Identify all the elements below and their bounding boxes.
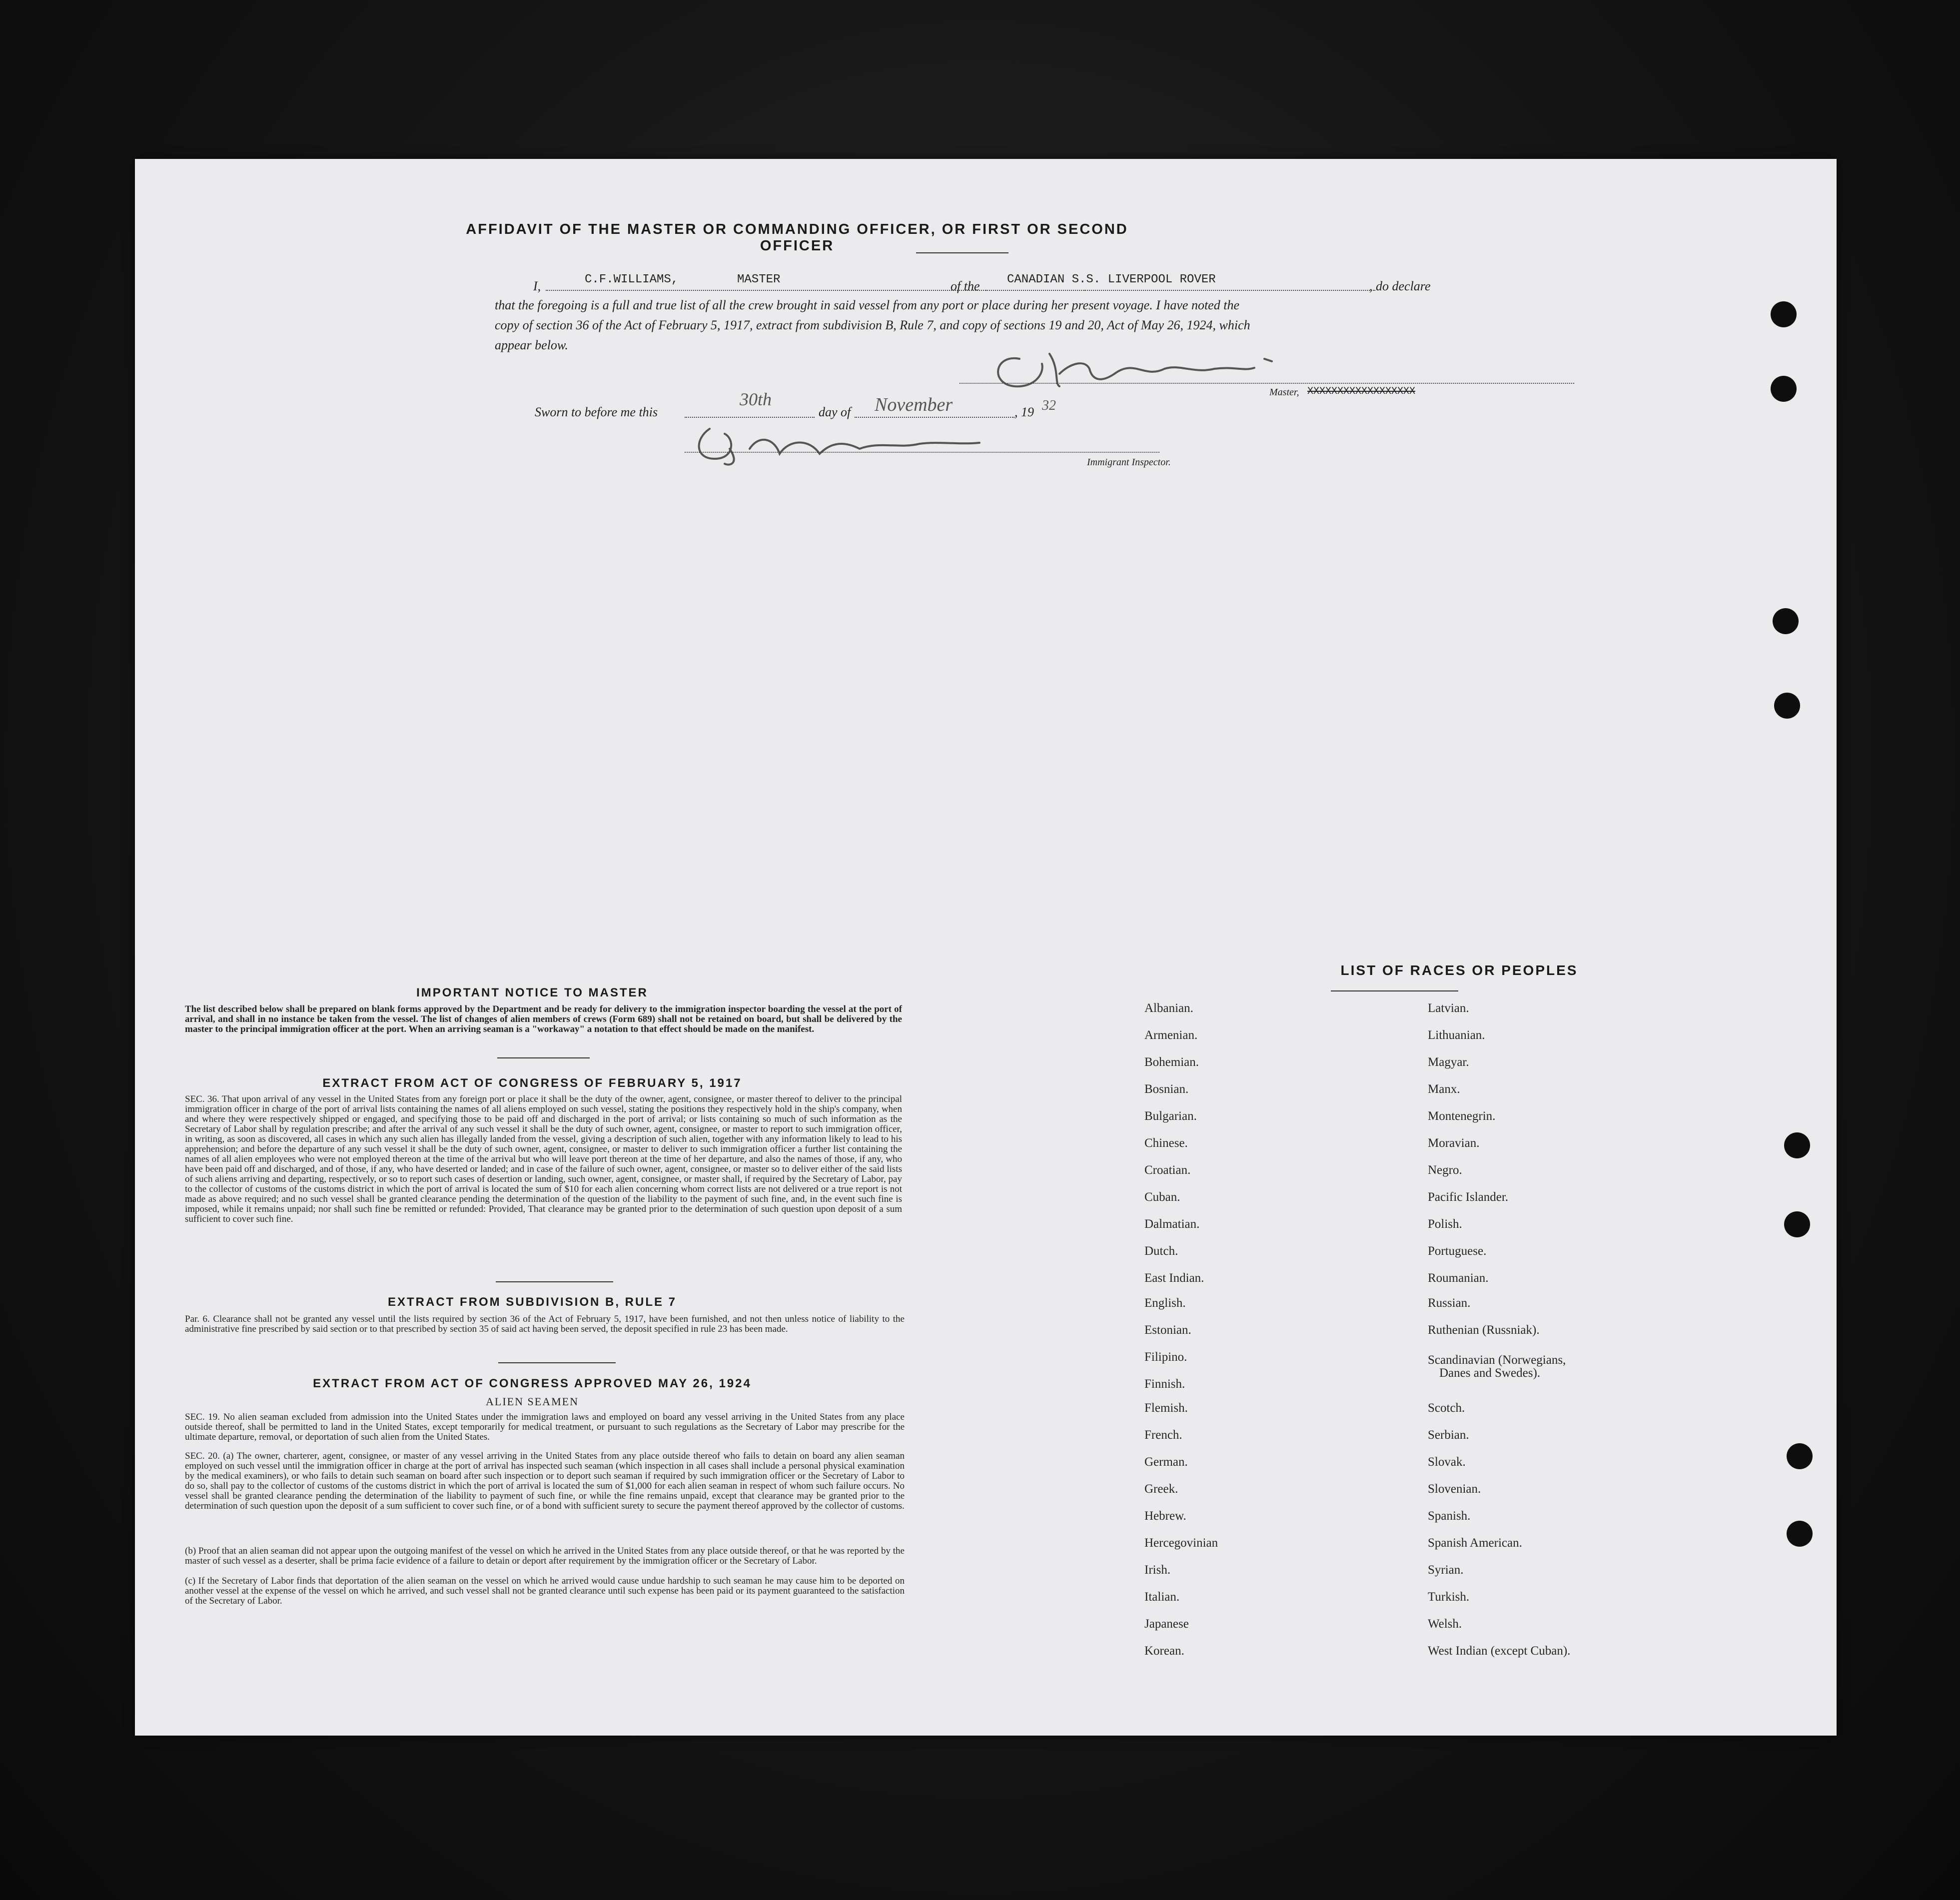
race-item: Slovak. — [1428, 1455, 1466, 1469]
race-item: Italian. — [1144, 1590, 1180, 1604]
punch-hole — [1771, 301, 1797, 327]
of-the-label: of the — [951, 279, 980, 293]
race-item: Albanian. — [1144, 1001, 1193, 1015]
race-item: Croatian. — [1144, 1163, 1191, 1177]
master-struck-title: XXXXXXXXXXXXXXXXXX — [1307, 386, 1416, 397]
race-item: Hebrew. — [1144, 1509, 1186, 1523]
divider — [497, 1057, 590, 1058]
sec20b-text: (b) Proof that an alien seaman did not appear upon the outgoing manifest of the vessel on which he arrived in the United States from any place outside thereof, or that he was reported by the master of such vessel as a deserter, shall be prima facie evidence of a failure to detain or deport after requirement by the immigration officer or the Secretary of Labor. — [185, 1546, 905, 1566]
race-item: English. — [1144, 1296, 1186, 1310]
race-item: Dutch. — [1144, 1244, 1178, 1258]
race-item: Armenian. — [1144, 1028, 1198, 1042]
race-item: Cuban. — [1144, 1190, 1180, 1204]
sworn-label: Sworn to before me this — [535, 405, 658, 419]
race-item: Korean. — [1144, 1644, 1184, 1658]
race-item: West Indian (except Cuban). — [1428, 1644, 1571, 1658]
race-item: Latvian. — [1428, 1001, 1469, 1015]
alien-seamen-subtitle: ALIEN SEAMEN — [486, 1395, 579, 1408]
race-item: Ruthenian (Russniak). — [1428, 1323, 1540, 1337]
master-signature-line — [960, 383, 1574, 384]
affidavit-body-line-1: that the foregoing is a full and true list of all the crew brought in said vessel from any port or place during her present voyage. I have noted the — [495, 298, 1239, 312]
race-item: Manx. — [1428, 1082, 1460, 1096]
race-item: Moravian. — [1428, 1136, 1480, 1150]
race-item: Dalmatian. — [1144, 1217, 1200, 1231]
day-handwritten: 30th — [740, 389, 772, 409]
race-item: Flemish. — [1144, 1401, 1188, 1415]
punch-hole — [1787, 1443, 1813, 1469]
divider — [496, 1281, 613, 1282]
race-item: Irish. — [1144, 1563, 1171, 1577]
punch-hole — [1771, 376, 1797, 402]
inspector-signature — [680, 419, 989, 469]
race-item: Pacific Islander. — [1428, 1190, 1509, 1204]
affidavit-body-line-3: appear below. — [495, 338, 568, 352]
inspector-label: Immigrant Inspector. — [1087, 457, 1171, 468]
race-item: Portuguese. — [1428, 1244, 1487, 1258]
punch-hole — [1784, 1132, 1810, 1158]
month-handwritten: November — [875, 394, 953, 415]
race-item: Russian. — [1428, 1296, 1471, 1310]
punch-hole — [1787, 1521, 1813, 1547]
race-item: East Indian. — [1144, 1271, 1204, 1285]
race-item: German. — [1144, 1455, 1188, 1469]
race-item: Filipino. — [1144, 1350, 1187, 1364]
master-signature — [984, 339, 1334, 394]
race-item: Spanish American. — [1428, 1536, 1522, 1550]
sec20a-text: SEC. 20. (a) The owner, charterer, agent, consignee, or master of any vessel arriving in the United States from any place outside thereof who fails to detain on board any alien seaman employed on such vessel until the immigration officer in charge at the port of arrival has inspected such seaman (which inspection in all cases shall include a personal physical examination by the medical examiners), or who fails to detain such seaman on board after such inspection or to deport such seaman if required by such immigration officer or the Secretary of Labor to do so, shall pay to the collector of customs of the customs district in which the port of arrival is located the sum of $1,000 for each alien seaman in respect of whom such failure occurs. No vessel shall be granted clearance pending the determination of the liability to payment of such fine, or while the fine remains unpaid, except that clearance may be granted prior to the determination of such question upon the deposit of a sum sufficient to cover such fine, or of a bond with sufficient surety to secure the payment thereof approved by the collector of customs. — [185, 1451, 905, 1511]
race-item: Serbian. — [1428, 1428, 1469, 1442]
sec19-text: SEC. 19. No alien seaman excluded from admission into the United States under the immigration laws and employed on board any vessel arriving in the United States from any place outside thereof, shall be permitted to land in the United States, except temporarily for medical treatment, or pursuant to such regulations as the Secretary of Labor may prescribe for the ultimate departure, removal, or deportation of such alien from the United States. — [185, 1412, 905, 1442]
race-item: Hercegovinian — [1144, 1536, 1218, 1550]
year-prefix: , 19 — [1014, 405, 1034, 419]
notice-title: IMPORTANT NOTICE TO MASTER — [416, 986, 648, 999]
affidavit-title: AFFIDAVIT OF THE MASTER OR COMMANDING OFFICER, OR FIRST OR SECOND OFFICER — [466, 221, 1128, 254]
year-handwritten: 32 — [1042, 398, 1056, 413]
race-item: Bulgarian. — [1144, 1109, 1197, 1123]
punch-hole — [1774, 693, 1800, 719]
rank-field: MASTER — [737, 273, 781, 286]
notice-text: The list described below shall be prepared on blank forms approved by the Department and be ready for delivery to the immigration inspector boarding the vessel at the port of arrival, and shall in no instance be taken from the vessel. The list of changes of alien members of crews (Form 689) shall not be retained on board, but shall be delivered by the master to the principal immigration officer at the port. When an arriving seaman is a "workaway" a notation to that effect should be made on the manifest. — [185, 1004, 902, 1034]
subdivision-title: EXTRACT FROM SUBDIVISION B, RULE 7 — [387, 1295, 677, 1309]
race-item: Syrian. — [1428, 1563, 1464, 1577]
extract-1917-title: EXTRACT FROM ACT OF CONGRESS OF FEBRUARY 5, 1917 — [322, 1076, 742, 1090]
race-item: Japanese — [1144, 1617, 1189, 1631]
race-item: Danes and Swedes). — [1439, 1366, 1541, 1380]
document-page — [135, 159, 1837, 1736]
extract-1924-title: EXTRACT FROM ACT OF CONGRESS APPROVED MAY 26, 1924 — [313, 1377, 752, 1390]
races-title: LIST OF RACES OR PEOPLES — [1340, 962, 1578, 978]
sec20c-text: (c) If the Secretary of Labor finds that deportation of the alien seaman on the vessel on which he arrived would cause undue hardship to such seaman he may cause him to be deported on another vessel at the expense of the vessel on which he arrived, and such vessel shall not be granted clearance until such expense has been paid or its payment guaranteed to the satisfaction of the Secretary of Labor. — [185, 1576, 905, 1606]
do-declare-label: , do declare — [1369, 279, 1431, 293]
race-item: Estonian. — [1144, 1323, 1191, 1337]
day-line — [685, 417, 815, 418]
race-item: Scotch. — [1428, 1401, 1465, 1415]
race-item: Scandinavian (Norwegians, — [1428, 1353, 1566, 1367]
i-label: I, — [533, 279, 541, 293]
race-item: Bosnian. — [1144, 1082, 1189, 1096]
vessel-name-field: CANADIAN S.S. LIVERPOOL ROVER — [1007, 273, 1216, 286]
race-item: Polish. — [1428, 1217, 1462, 1231]
race-item: Montenegrin. — [1428, 1109, 1496, 1123]
master-name-field: C.F.WILLIAMS, — [585, 273, 679, 286]
race-item: Turkish. — [1428, 1590, 1470, 1604]
races-divider — [1331, 990, 1458, 991]
race-item: Welsh. — [1428, 1617, 1462, 1631]
inspector-signature-line — [685, 452, 1159, 453]
divider — [498, 1362, 616, 1363]
day-of-label: day of — [819, 405, 851, 419]
race-item: Finnish. — [1144, 1377, 1185, 1391]
master-label: Master, — [1269, 387, 1299, 398]
race-item: Slovenian. — [1428, 1482, 1481, 1496]
race-item: Negro. — [1428, 1163, 1462, 1177]
race-item: Bohemian. — [1144, 1055, 1199, 1069]
race-item: Spanish. — [1428, 1509, 1471, 1523]
vessel-line — [985, 290, 1375, 291]
race-item: Lithuanian. — [1428, 1028, 1485, 1042]
race-item: French. — [1144, 1428, 1182, 1442]
race-item: Roumanian. — [1428, 1271, 1489, 1285]
title-divider — [916, 252, 1008, 253]
affidavit-body-line-2: copy of section 36 of the Act of February 5, 1917, extract from subdivision B, Rule 7, and copy of sections 19 and 20, Act of May 26, 1924, which — [495, 318, 1250, 332]
race-item: Chinese. — [1144, 1136, 1188, 1150]
race-item: Magyar. — [1428, 1055, 1469, 1069]
punch-hole — [1784, 1211, 1810, 1237]
subdivision-text: Par. 6. Clearance shall not be granted any vessel until the lists required by section 36 of the Act of February 5, 1917, have been furnished, and not then unless notice of liability to the administrative fine prescribed by said section or to that prescribed by section 35 of said act having been served, the deposit specified in rule 23 has been made. — [185, 1314, 905, 1334]
extract-1917-text: SEC. 36. That upon arrival of any vessel in the United States from any foreign port or place it shall be the duty of the owner, agent, consignee, or master thereof to deliver to the principal immigration officer in charge of the port of arrival lists containing the names of all aliens employed on such vessel, stating the positions they respectively hold in the ship's company, when and where they were respectively shipped or engaged, and specifying those to be paid off and discharged in the port of arrival; or lists containing so much of such information as the Secretary of Labor shall by regulation prescribe; and after the arrival of any such vessel it shall be the duty of such owner, agent, consignee, or master to report to such immigration officer, in writing, as soon as discovered, all cases in which any such alien has illegally landed from the vessel, giving a description of such alien, together with any information likely to lead to his apprehension; and before the departure of any such vessel it shall be the duty of such owner, agent, consignee, or master to deliver to such immigration officer a further list containing the names of all alien employees who were not employed thereon at the time of the arrival but who will leave port thereon at the time of her departure, and also the names of those, if any, who have been paid off and discharged, and of those, if any, who have deserted or landed; and in case of the failure of such owner, agent, consignee, or master so to deliver either of the said lists of such aliens arriving and departing, respectively, or so to report such cases of desertion or landing, such owner, agent, consignee, or master shall, if required by the Secretary of Labor, pay to the collector of customs of the customs district in which the port of arrival is located the sum of $10 for each alien concerning whom correct lists are not delivered or a true report is not made as above required; and no such vessel shall be granted clearance pending the determination of the question of the liability to the payment of such fine, and, in the event such fine is imposed, while it remains unpaid; nor shall such fine be remitted or refunded: Provided, That clearance may be granted prior to the determination of such question upon deposit of a sum sufficient to cover such fine. — [185, 1094, 902, 1224]
punch-hole — [1773, 608, 1799, 634]
race-item: Greek. — [1144, 1482, 1178, 1496]
month-line — [855, 417, 1014, 418]
